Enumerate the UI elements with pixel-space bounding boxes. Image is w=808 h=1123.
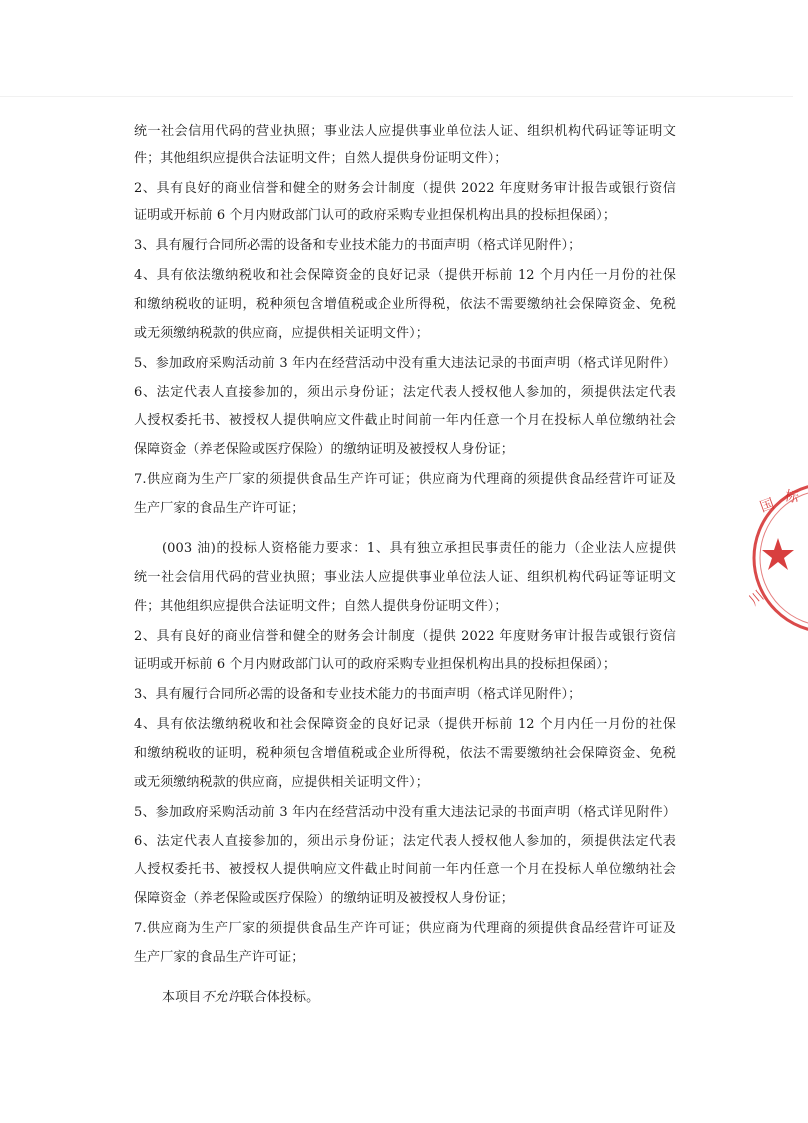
text-line: 2、具有良好的商业信誉和健全的财务会计制度（提供 2022 年度财务审计报告或银行资信 — [134, 181, 676, 196]
text-line: 7.供应商为生产厂家的须提供食品生产许可证；供应商为代理商的须提供食品经营许可证及 — [134, 921, 676, 936]
text-line: 或无须缴纳税款的供应商，应提供相关证明文件）； — [134, 775, 429, 790]
closing-statement — [162, 990, 676, 1006]
text-line: 5、参加政府采购活动前 3 年内在经营活动中没有重大违法记录的书面声明（格式详见附件） — [134, 356, 676, 371]
text-line: 保障资金（养老保险或医疗保险）的缴纳证明及被授权人身份证； — [134, 891, 514, 906]
text-line: 证明或开标前 6 个月内财政部门认可的政府采购专业担保机构出具的投标担保函）； — [134, 208, 616, 223]
text-line: 6、法定代表人直接参加的，须出示身份证；法定代表人授权他人参加的，须提供法定代表 — [134, 385, 676, 400]
text-line: 件；其他组织应提供合法证明文件；自然人提供身份证明文件）； — [134, 151, 508, 166]
text-line: 人授权委托书、被授权人提供响应文件截止时间前一年内任意一个月在投标人单位缴纳社会 — [134, 862, 676, 877]
text-line: 生产厂家的食品生产许可证； — [134, 501, 305, 516]
text-line: 4、具有依法缴纳税收和社会保障资金的良好记录（提供开标前 12 个月内任一月份的社保 — [134, 717, 676, 732]
closing-emphasis: 不允许 — [201, 990, 241, 1005]
text-line: 5、参加政府采购活动前 3 年内在经营活动中没有重大违法记录的书面声明（格式详见附件） — [134, 805, 676, 820]
scan-artifact — [0, 96, 793, 97]
text-line: 4、具有依法缴纳税收和社会保障资金的良好记录（提供开标前 12 个月内任一月份的社保 — [134, 268, 676, 283]
official-seal-stamp — [748, 478, 808, 638]
text-line: 证明或开标前 6 个月内财政部门认可的政府采购专业担保机构出具的投标担保函）； — [134, 657, 616, 672]
text-line: 人授权委托书、被授权人提供响应文件截止时间前一年内任意一个月在投标人单位缴纳社会 — [134, 413, 676, 428]
text-line: 3、具有履行合同所必需的设备和专业技术能力的书面声明（格式详见附件）； — [134, 687, 582, 702]
text-line: 生产厂家的食品生产许可证； — [134, 950, 305, 965]
closing-prefix: 本项目 — [162, 990, 202, 1005]
closing-suffix: 联合体投标。 — [240, 990, 320, 1005]
text-line: 统一社会信用代码的营业执照；事业法人应提供事业单位法人证、组织机构代码证等证明文 — [134, 124, 676, 139]
text-line: 统一社会信用代码的营业执照；事业法人应提供事业单位法人证、组织机构代码证等证明文 — [134, 570, 676, 585]
svg-text:川: 川 — [746, 587, 768, 610]
text-line: 保障资金（养老保险或医疗保险）的缴纳证明及被授权人身份证； — [134, 442, 514, 457]
svg-text:标: 标 — [783, 488, 800, 507]
text-line: 6、法定代表人直接参加的，须出示身份证；法定代表人授权他人参加的，须提供法定代表 — [134, 834, 676, 849]
text-line: 3、具有履行合同所必需的设备和专业技术能力的书面声明（格式详见附件）； — [134, 238, 582, 253]
text-line: 或无须缴纳税款的供应商，应提供相关证明文件）； — [134, 326, 429, 341]
text-line: 件；其他组织应提供合法证明文件；自然人提供身份证明文件）； — [134, 599, 508, 614]
text-line: 2、具有良好的商业信誉和健全的财务会计制度（提供 2022 年度财务审计报告或银行资信 — [134, 629, 676, 644]
text-line: 和缴纳税收的证明，税种须包含增值税或企业所得税，依法不需要缴纳社会保障资金、免税 — [134, 746, 676, 761]
text-line: 7.供应商为生产厂家的须提供食品生产许可证；供应商为代理商的须提供食品经营许可证及 — [134, 472, 676, 487]
text-line: 和缴纳税收的证明，税种须包含增值税或企业所得税，依法不需要缴纳社会保障资金、免税 — [134, 297, 676, 312]
svg-text:国: 国 — [757, 495, 777, 516]
text-line: (003 油)的投标人资格能力要求：1、具有独立承担民事责任的能力（企业法人应提供 — [162, 541, 676, 556]
